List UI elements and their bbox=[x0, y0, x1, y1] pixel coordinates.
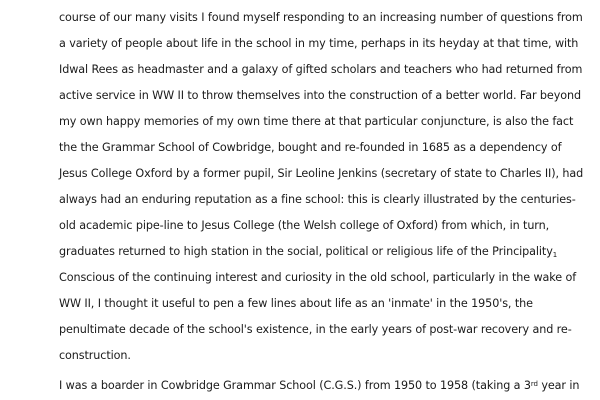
paragraph-line: old academic pipe-line to Jesus College (the Welsh college of Oxford) from which, in turn, bbox=[59, 219, 550, 232]
paragraph-line: course of our many visits I found myself responding to an increasing number of questions from bbox=[59, 11, 583, 24]
paragraph-line: always had an enduring reputation as a fine school: this is clearly illustrated by the centuries- bbox=[59, 193, 576, 206]
paragraph-line: construction. bbox=[59, 349, 131, 362]
paragraph-line: Jesus College Oxford by a former pupil, Sir Leoline Jenkins (secretary of state to Charles II), had bbox=[59, 167, 584, 180]
paragraph-line: WW II, I thought it useful to pen a few lines about life as an 'inmate' in the 1950's, the bbox=[59, 297, 533, 310]
paragraph-line: the the Grammar School of Cowbridge, bought and re-founded in 1685 as a dependency of bbox=[59, 141, 562, 154]
paragraph-text: I was a boarder in Cowbridge Grammar School (C.G.S.) from 1950 to 1958 (taking a 3 bbox=[59, 379, 531, 392]
paragraph-line: my own happy memories of my own time there at that particular conjuncture, is also the fact bbox=[59, 115, 574, 128]
paragraph-line-with-footnote bbox=[59, 244, 557, 263]
paragraph-line bbox=[59, 376, 579, 394]
paragraph-line: Conscious of the continuing interest and curiosity in the old school, particularly in the wake of bbox=[59, 271, 577, 284]
footnote-marker: 1 bbox=[552, 251, 558, 259]
paragraph-line: penultimate decade of the school's existence, in the early years of post-war recovery and re- bbox=[59, 323, 572, 336]
paragraph-line: a variety of people about life in the school in my time, perhaps in its heyday at that time, with bbox=[59, 37, 579, 50]
paragraph-line: active service in WW II to throw themselves into the construction of a better world. Far beyond bbox=[59, 89, 581, 102]
paragraph-text: year in bbox=[537, 379, 580, 392]
paragraph-line: Idwal Rees as headmaster and a galaxy of gifted scholars and teachers who had returned from bbox=[59, 63, 583, 76]
ordinal-suffix: rd bbox=[530, 380, 538, 388]
paragraph-text: graduates returned to high station in the social, political or religious life of the Principality bbox=[59, 245, 553, 258]
